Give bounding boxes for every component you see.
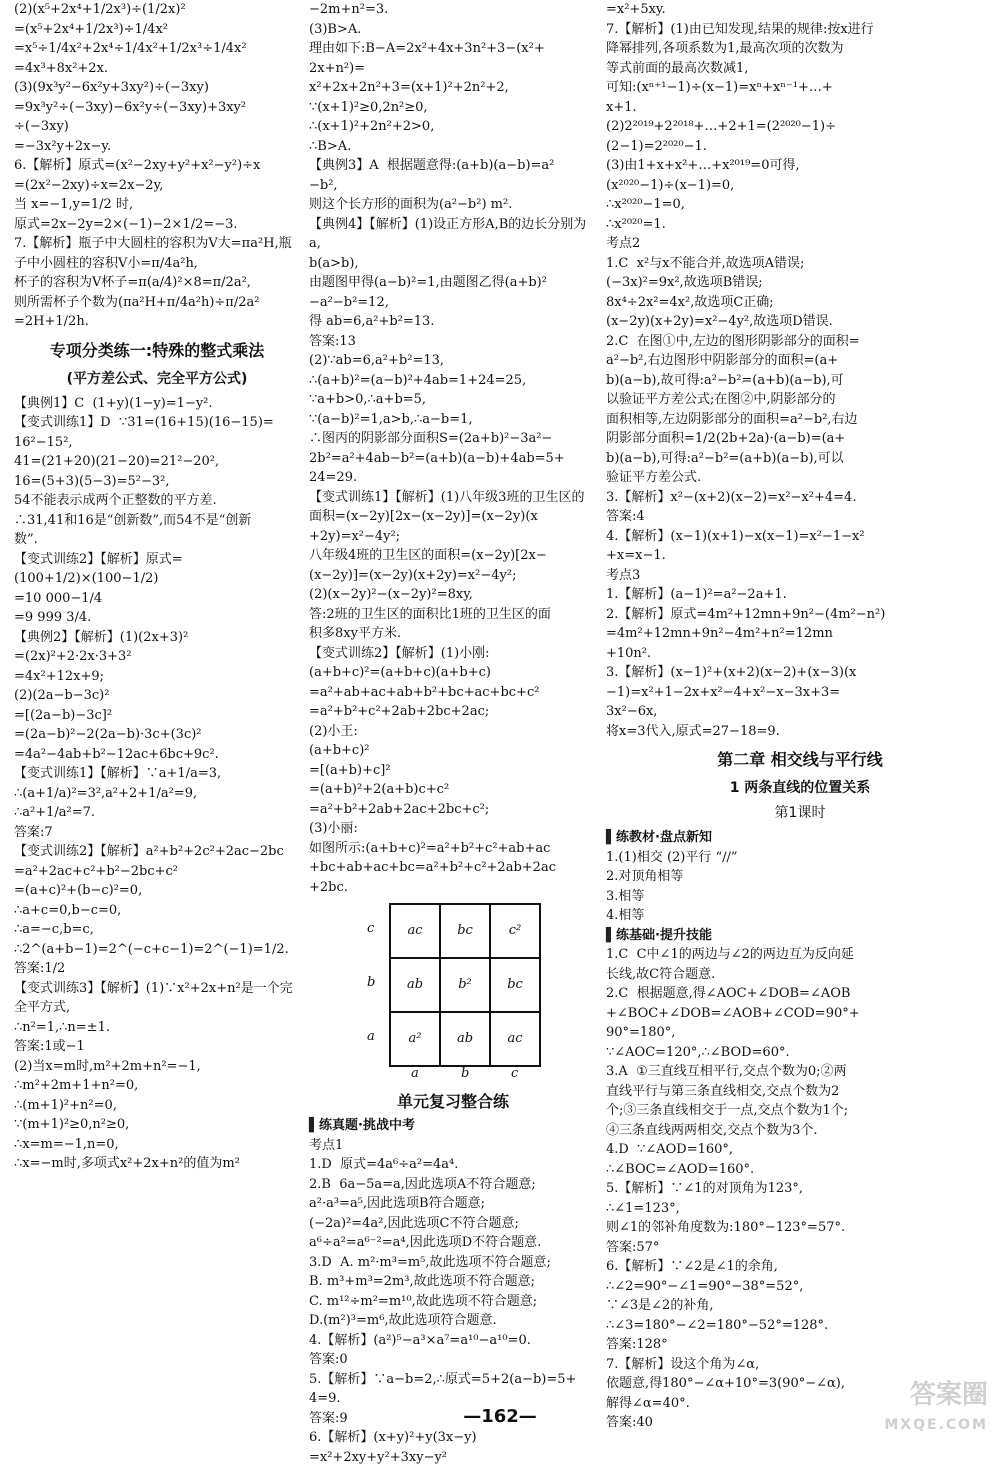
text-line: ∴∠2=90°−∠1=90°−38°=52°,: [606, 1277, 994, 1297]
text-line: 2b²=a²+4ab−b²=(a+b)(a−b)+4ab=5+: [309, 449, 597, 469]
watermark-url: MXQE.COM: [884, 1410, 988, 1440]
grid-col-label: b: [461, 1064, 469, 1084]
text-line: ∴∠BOC=∠AOD=160°.: [606, 1160, 994, 1180]
text-line: 【典例3】A 根据题意得:(a+b)(a−b)=a²: [309, 156, 597, 176]
text-line: ∴2^(a+b−1)=2^(−c+c−1)=2^(−1)=1/2.: [14, 940, 300, 960]
text-line: 1.C C中∠1的两边与∠2的两边互为反向延: [606, 945, 994, 965]
text-line: (a+b+c)²: [309, 741, 597, 761]
text-line: (2)(x−2y)²−(x−2y)²=8xy,: [309, 585, 597, 605]
text-line: ∵∠3是∠2的补角,: [606, 1296, 994, 1316]
text-line: ∴n²=1,∴n=±1.: [14, 1018, 300, 1038]
text-line: 2.【解析】原式=4m²+12mn+9n²−(4m²−n²): [606, 605, 994, 625]
chapter-heading: 第二章 相交线与平行线: [606, 749, 994, 770]
text-line: 答案:40: [606, 1413, 994, 1433]
text-line: (2)(x⁵+2x⁴+1/2x³)÷(1/2x)²: [14, 0, 300, 20]
text-line: ∴∠1=123°,: [606, 1199, 994, 1219]
text-line: 答案:128°: [606, 1335, 994, 1355]
text-line: 答案:9: [309, 1409, 597, 1429]
watermark: [884, 1380, 988, 1440]
text-line: b(a>b),: [309, 254, 597, 274]
text-line: 1.D 原式=4a⁶÷a²=4a⁴.: [309, 1155, 597, 1175]
text-line: 【典例2】【解析】(1)(2x+3)²: [14, 628, 300, 648]
column-2: [309, 0, 597, 1400]
text-line: 【变式训练2】【解析】原式=: [14, 550, 300, 570]
grid-cell: ab: [390, 958, 440, 1012]
text-line: ∴∠3=180°−∠2=180°−52°=128°.: [606, 1316, 994, 1336]
text-line: 子中小圆柱的容积V小=π/4a²h,: [14, 254, 300, 274]
text-line: =4a²−4ab+b²−12ac+6bc+9c².: [14, 745, 300, 765]
text-line: 54不能表示成两个正整数的平方差.: [14, 491, 300, 511]
text-line: 7.【解析】设这个角为∠α,: [606, 1355, 994, 1375]
text-line: b)(a−b),故可得:a²−b²=(a+b)(a−b),可: [606, 371, 994, 391]
text-line: 答案:7: [14, 823, 300, 843]
grid-col-label: c: [511, 1064, 518, 1084]
text-line: 考点1: [309, 1136, 597, 1156]
column-3c-lines: [606, 945, 994, 1433]
text-line: ∴(x+1)²+2n²+2>0,: [309, 117, 597, 137]
text-line: 等式前面的最高次数减1,: [606, 59, 994, 79]
text-line: =4x²+12x+9;: [14, 667, 300, 687]
text-line: =−3x²y+2x−y.: [14, 137, 300, 157]
text-line: ÷(−3xy): [14, 117, 300, 137]
text-line: (3)小丽:: [309, 819, 597, 839]
text-line: 4.【解析】(a²)⁵−a³×a⁷=a¹⁰−a¹⁰=0.: [309, 1331, 597, 1351]
text-line: −1)=x²+1−2x+x²−4+x²−x−3x+3=: [606, 683, 994, 703]
text-line: 长线,故C符合题意.: [606, 965, 994, 985]
text-line: 阴影部分面积=1/2(2b+2a)·(a−b)=(a+: [606, 429, 994, 449]
text-line: =2H+1/2h.: [14, 312, 300, 332]
text-line: =4m²+12mn+9n²−4m²+n²=12mn: [606, 624, 994, 644]
text-line: (2)(2a−b−3c)²: [14, 686, 300, 706]
text-line: −2m+n²=3.: [309, 0, 597, 20]
text-line: 41=(21+20)(21−20)=21²−20²,: [14, 452, 300, 472]
text-line: 则这个长方形的面积为(a²−b²) m².: [309, 195, 597, 215]
text-line: ∴x=m=−1,n=0,: [14, 1135, 300, 1155]
text-line: 7.【解析】瓶子中大圆柱的容积为V大=πa²H,瓶: [14, 234, 300, 254]
column-1-lines: [14, 0, 300, 332]
text-line: ∴(m+1)²+n²=0,: [14, 1096, 300, 1116]
grid-row-label: a: [367, 1027, 375, 1047]
text-line: ∴a+c=0,b−c=0,: [14, 901, 300, 921]
text-line: (3)B>A.: [309, 20, 597, 40]
text-line: ∵∠AOC=120°,∴∠BOD=60°.: [606, 1043, 994, 1063]
column-2-lines: [309, 0, 597, 897]
text-line: (a+b+c)²=(a+b+c)(a+b+c): [309, 663, 597, 683]
text-line: 考点3: [606, 566, 994, 586]
text-line: 答案:57°: [606, 1238, 994, 1258]
text-line: (x−2y)]=(x−2y)(x+2y)=x²−4y²;: [309, 566, 597, 586]
grid-col-label: a: [411, 1064, 419, 1084]
text-line: ∵a+b>0,∴a+b=5,: [309, 390, 597, 410]
text-line: 7.【解析】(1)由已知发现,结果的规律:按x进行: [606, 20, 994, 40]
text-line: D.(m²)³=m⁶,故此选项符合题意.: [309, 1311, 597, 1331]
text-line: +∠BOC+∠DOB=∠AOB+∠COD=90°+: [606, 1004, 994, 1024]
text-line: ∴B>A.: [309, 137, 597, 157]
text-line: ∴31,41和16是“创新数”,而54不是“创新: [14, 511, 300, 531]
text-line: 【变式训练2】【解析】(1)小刚:: [309, 644, 597, 664]
text-line: 【变式训练2】【解析】a²+b²+2c²+2ac−2bc: [14, 842, 300, 862]
text-line: 2.C 在图①中,左边的图形阴影部分的面积=: [606, 332, 994, 352]
text-line: 答案:1/2: [14, 959, 300, 979]
section-label-jiaocai: ▌ 练教材·盘点新知: [606, 828, 994, 848]
text-line: +bc+ab+ac+bc=a²+b²+c²+2ab+2ac: [309, 858, 597, 878]
text-line: 3.相等: [606, 887, 994, 907]
text-line: (3)由1+x+x²+…+x²⁰¹⁹=0可得,: [606, 156, 994, 176]
lesson-heading: 1 两条直线的位置关系: [606, 778, 994, 799]
text-line: (−2a)²=4a²,因此选项C不符合题意;: [309, 1214, 597, 1234]
text-line: ∴x=−m时,多项式x²+2x+n²的值为m²: [14, 1154, 300, 1174]
text-line: C. m¹²÷m²=m¹⁰,故此选项不符合题意;: [309, 1292, 597, 1312]
grid-cell: c²: [490, 904, 540, 958]
text-line: ④三条直线两两相交,交点个数为3个.: [606, 1121, 994, 1141]
text-line: 1.(1)相交 (2)平行 “//”: [606, 848, 994, 868]
text-line: (2)当x=m时,m²+2m+n²=−1,: [14, 1057, 300, 1077]
text-line: =a²+2ac+c²+b²−2bc+c²: [14, 862, 300, 882]
text-line: 则所需杯子个数为(πa²H+π/4a²h)÷π/2a²: [14, 293, 300, 313]
text-line: 面积相等,左边阴影部分的面积=a²−b²,右边: [606, 410, 994, 430]
text-line: =9x³y²÷(−3xy)−6x²y÷(−3xy)+3xy²: [14, 98, 300, 118]
text-line: ∴(a+1/a)²=3²,a²+2+1/a²=9,: [14, 784, 300, 804]
text-line: 【变式训练3】【解析】(1)∵x²+2x+n²是一个完: [14, 979, 300, 999]
text-line: (2)小王:: [309, 722, 597, 742]
grid-cell: ac: [390, 904, 440, 958]
text-line: a⁶÷a²=a⁶⁻²=a⁴,因此选项D不符合题意.: [309, 1233, 597, 1253]
text-line: 4.相等: [606, 906, 994, 926]
grid-cell: ac: [490, 1012, 540, 1066]
column-1b-lines: [14, 394, 300, 1174]
section-subheading-special: (平方差公式、完全平方公式): [14, 369, 300, 390]
text-line: =[(a+b)+c]²: [309, 761, 597, 781]
section-heading-special: 专项分类练一:特殊的整式乘法: [14, 340, 300, 361]
text-line: 1.【解析】(a−1)²=a²−2a+1.: [606, 585, 994, 605]
page-number: —162—: [0, 1406, 1000, 1427]
text-line: =4x³+8x²+2x.: [14, 59, 300, 79]
text-line: 4.【解析】(x−1)(x+1)−x(x−1)=x²−1−x²: [606, 527, 994, 547]
text-line: 1.C x²与x不能合并,故选项A错误;: [606, 254, 994, 274]
text-line: −a²−b²=12,: [309, 293, 597, 313]
grid-cell: bc: [440, 904, 490, 958]
text-line: 5.【解析】∵a−b=2,∴原式=5+2(a−b)=5+: [309, 1370, 597, 1390]
column-3b-lines: [606, 848, 994, 926]
text-line: =a²+b²+2ab+2ac+2bc+c²;: [309, 800, 597, 820]
text-line: (2−1)=2²⁰²⁰−1.: [606, 137, 994, 157]
text-line: 答案:4: [606, 507, 994, 527]
text-line: ∵(m+1)²≥0,n²≥0,: [14, 1115, 300, 1135]
text-line: =(2x²−2xy)÷x=2x−2y,: [14, 176, 300, 196]
text-line: 考点2: [606, 234, 994, 254]
text-line: 2x+n²)=: [309, 59, 597, 79]
area-grid-figure: [363, 903, 543, 1083]
text-line: 则∠1的邻补角度数为:180°−123°=57°.: [606, 1218, 994, 1238]
text-line: 当 x=−1,y=1/2 时,: [14, 195, 300, 215]
text-line: ∵(x+1)²≥0,2n²≥0,: [309, 98, 597, 118]
text-line: 全平方式,: [14, 998, 300, 1018]
text-line: 16²−15²,: [14, 433, 300, 453]
text-line: 验证平方差公式.: [606, 468, 994, 488]
text-line: 答:2班的卫生区的面积比1班的卫生区的面: [309, 605, 597, 625]
text-line: 3x²−6x,: [606, 702, 994, 722]
text-line: 24=29.: [309, 468, 597, 488]
text-line: ∴x²⁰²⁰−1=0,: [606, 195, 994, 215]
text-line: ∴图丙的阴影部分面积S=(2a+b)²−3a²−: [309, 429, 597, 449]
text-line: 依题意,得180°−∠α+10°=3(90°−∠α),: [606, 1374, 994, 1394]
watermark-logo-text: 答案圈: [910, 1380, 988, 1410]
text-line: ∴m²+2m+1+n²=0,: [14, 1076, 300, 1096]
section-heading-review: 单元复习整合练: [309, 1091, 597, 1112]
text-line: 3.【解析】x²−(x+2)(x−2)=x²−x²+4=4.: [606, 488, 994, 508]
text-line: =10 000−1/4: [14, 589, 300, 609]
text-line: 3.A ①三直线互相平行,交点个数为0;②两: [606, 1062, 994, 1082]
text-line: a²−b²,右边图形中阴影部分的面积=(a+: [606, 351, 994, 371]
text-line: 面积=(x−2y)[2x−(x−2y)]=(x−2y)(x: [309, 507, 597, 527]
text-line: 【变式训练1】【解析】(1)八年级3班的卫生区的: [309, 488, 597, 508]
text-line: −b²,: [309, 176, 597, 196]
text-line: 3.D A. m²·m³=m⁵,故此选项不符合题意;: [309, 1253, 597, 1273]
text-line: 解得∠α=40°.: [606, 1394, 994, 1414]
text-line: =a²+ab+ac+ab+b²+bc+ac+bc+c²: [309, 683, 597, 703]
text-line: B. m³+m³=2m³,故此选项不符合题意;: [309, 1272, 597, 1292]
text-line: =x²+2xy+y²+3xy−y²: [309, 1448, 597, 1467]
text-line: =x⁵÷1/4x²+2x⁴÷1/4x²+1/2x³÷1/4x²: [14, 39, 300, 59]
text-line: +10n².: [606, 644, 994, 664]
text-line: (−3x)²=9x²,故选项B错误;: [606, 273, 994, 293]
text-line: 【典例1】C (1+y)(1−y)=1−y².: [14, 394, 300, 414]
text-line: 如图所示:(a+b+c)²=a²+b²+c²+ab+ac: [309, 839, 597, 859]
text-line: 数”.: [14, 530, 300, 550]
text-line: ∵(a−b)²=1,a>b,∴a−b=1,: [309, 410, 597, 430]
text-line: =[(2a−b)−3c]²: [14, 706, 300, 726]
text-line: 16=(5+3)(5−3)=5²−3²,: [14, 472, 300, 492]
text-line: (2)∵ab=6,a²+b²=13,: [309, 351, 597, 371]
text-line: 个;③三条直线相交于一点,交点个数为1个;: [606, 1101, 994, 1121]
text-line: =x²+5xy.: [606, 0, 994, 20]
text-line: =(a+c)²+(b−c)²=0,: [14, 881, 300, 901]
text-line: 答案:13: [309, 332, 597, 352]
text-line: 4.D ∵∠AOD=160°,: [606, 1140, 994, 1160]
text-line: 2.C 根据题意,得∠AOC+∠DOB=∠AOB: [606, 984, 994, 1004]
text-line: =(2x)²+2·2x·3+3²: [14, 647, 300, 667]
text-line: x²+2x+2n²+3=(x+1)²+2n²+2,: [309, 78, 597, 98]
text-line: 5.【解析】∵∠1的对顶角为123°,: [606, 1179, 994, 1199]
text-line: =(x⁵+2x⁴+1/2x³)÷1/4x²: [14, 20, 300, 40]
text-line: =a²+b²+c²+2ab+2bc+2ac;: [309, 702, 597, 722]
grid-table: [389, 903, 541, 1067]
text-line: (3)(9x³y²−6x²y+3xy²)÷(−3xy): [14, 78, 300, 98]
text-line: 得 ab=6,a²+b²=13.: [309, 312, 597, 332]
text-line: ∴a²+1/a²=7.: [14, 803, 300, 823]
lesson-period: 第1课时: [606, 803, 994, 824]
section-label-zhenti: ▌ 练真题·挑战中考: [309, 1116, 597, 1136]
text-line: 2.B 6a−5a=a,因此选项A不符合题意;: [309, 1175, 597, 1195]
column-3-lines: [606, 0, 994, 741]
grid-cell: b²: [440, 958, 490, 1012]
text-line: x+1.: [606, 98, 994, 118]
text-line: 【变式训练1】【解析】∵a+1/a=3,: [14, 764, 300, 784]
text-line: (x²⁰²⁰−1)÷(x−1)=0,: [606, 176, 994, 196]
text-line: 2.对顶角相等: [606, 867, 994, 887]
text-line: 杯子的容积为V杯子=π(a/4)²×8=π/2a²,: [14, 273, 300, 293]
text-line: b)(a−b),可得:a²−b²=(a+b)(a−b),可以: [606, 449, 994, 469]
section-label-jichu: ▌ 练基础·提升技能: [606, 926, 994, 946]
text-line: 理由如下:B−A=2x²+4x+3n²+3−(x²+: [309, 39, 597, 59]
text-line: 4=9.: [309, 1389, 597, 1409]
text-line: 由题图甲得(a−b)²=1,由题图乙得(a+b)²: [309, 273, 597, 293]
text-line: 【典例4】【解析】(1)设正方形A,B的边长分别为a,: [309, 215, 597, 254]
text-line: =(2a−b)²−2(2a−b)·3c+(3c)²: [14, 725, 300, 745]
text-line: 可知:(xⁿ⁺¹−1)÷(x−1)=xⁿ+xⁿ⁻¹+…+: [606, 78, 994, 98]
grid-cell: ab: [440, 1012, 490, 1066]
text-line: ∴(a+b)²=(a−b)²+4ab=1+24=25,: [309, 371, 597, 391]
text-line: (x−2y)(x+2y)=x²−4y²,故选项D错误.: [606, 312, 994, 332]
text-line: =(a+b)²+2(a+b)c+c²: [309, 780, 597, 800]
text-line: 答案:1或−1: [14, 1037, 300, 1057]
text-line: 以验证平方差公式;在图②中,阴影部分的: [606, 390, 994, 410]
text-line: 6.【解析】∵∠2是∠1的余角,: [606, 1257, 994, 1277]
text-line: 3.【解析】(x−1)²+(x+2)(x−2)+(x−3)(x: [606, 663, 994, 683]
text-line: 将x=3代入,原式=27−18=9.: [606, 722, 994, 742]
text-line: 降幂排列,各项系数为1,最高次项的次数为: [606, 39, 994, 59]
grid-row-label: b: [367, 973, 375, 993]
grid-cell: a²: [390, 1012, 440, 1066]
text-line: 积多8xy平方米.: [309, 624, 597, 644]
text-line: (2)2²⁰¹⁹+2²⁰¹⁸+…+2+1=(2²⁰²⁰−1)÷: [606, 117, 994, 137]
text-line: 【变式训练1】D ∵31=(16+15)(16−15)=: [14, 413, 300, 433]
text-line: +2y)=x²−4y²;: [309, 527, 597, 547]
text-line: ∴x²⁰²⁰=1.: [606, 215, 994, 235]
text-line: 原式=2x−2y=2×(−1)−2×1/2=−3.: [14, 215, 300, 235]
text-line: a²·a³=a⁵,因此选项B符合题意;: [309, 1194, 597, 1214]
text-line: 90°=180°,: [606, 1023, 994, 1043]
grid-cell: bc: [490, 958, 540, 1012]
text-line: (100+1/2)×(100−1/2): [14, 569, 300, 589]
text-line: +x=x−1.: [606, 546, 994, 566]
text-line: =9 999 3/4.: [14, 608, 300, 628]
text-line: 6.【解析】(x+y)²+y(3x−y): [309, 1428, 597, 1448]
text-line: 8x⁴÷2x²=4x²,故选项C正确;: [606, 293, 994, 313]
text-line: 6.【解析】原式=(x²−2xy+y²+x²−y²)÷x: [14, 156, 300, 176]
text-line: +2bc.: [309, 878, 597, 898]
column-1: [14, 0, 300, 1400]
column-3: [606, 0, 994, 1400]
text-line: 直线平行与第三条直线相交,交点个数为2: [606, 1082, 994, 1102]
text-line: 八年级4班的卫生区的面积=(x−2y)[2x−: [309, 546, 597, 566]
grid-row-label: c: [367, 919, 374, 939]
text-line: 答案:0: [309, 1350, 597, 1370]
text-line: ∴a=−c,b=c,: [14, 920, 300, 940]
